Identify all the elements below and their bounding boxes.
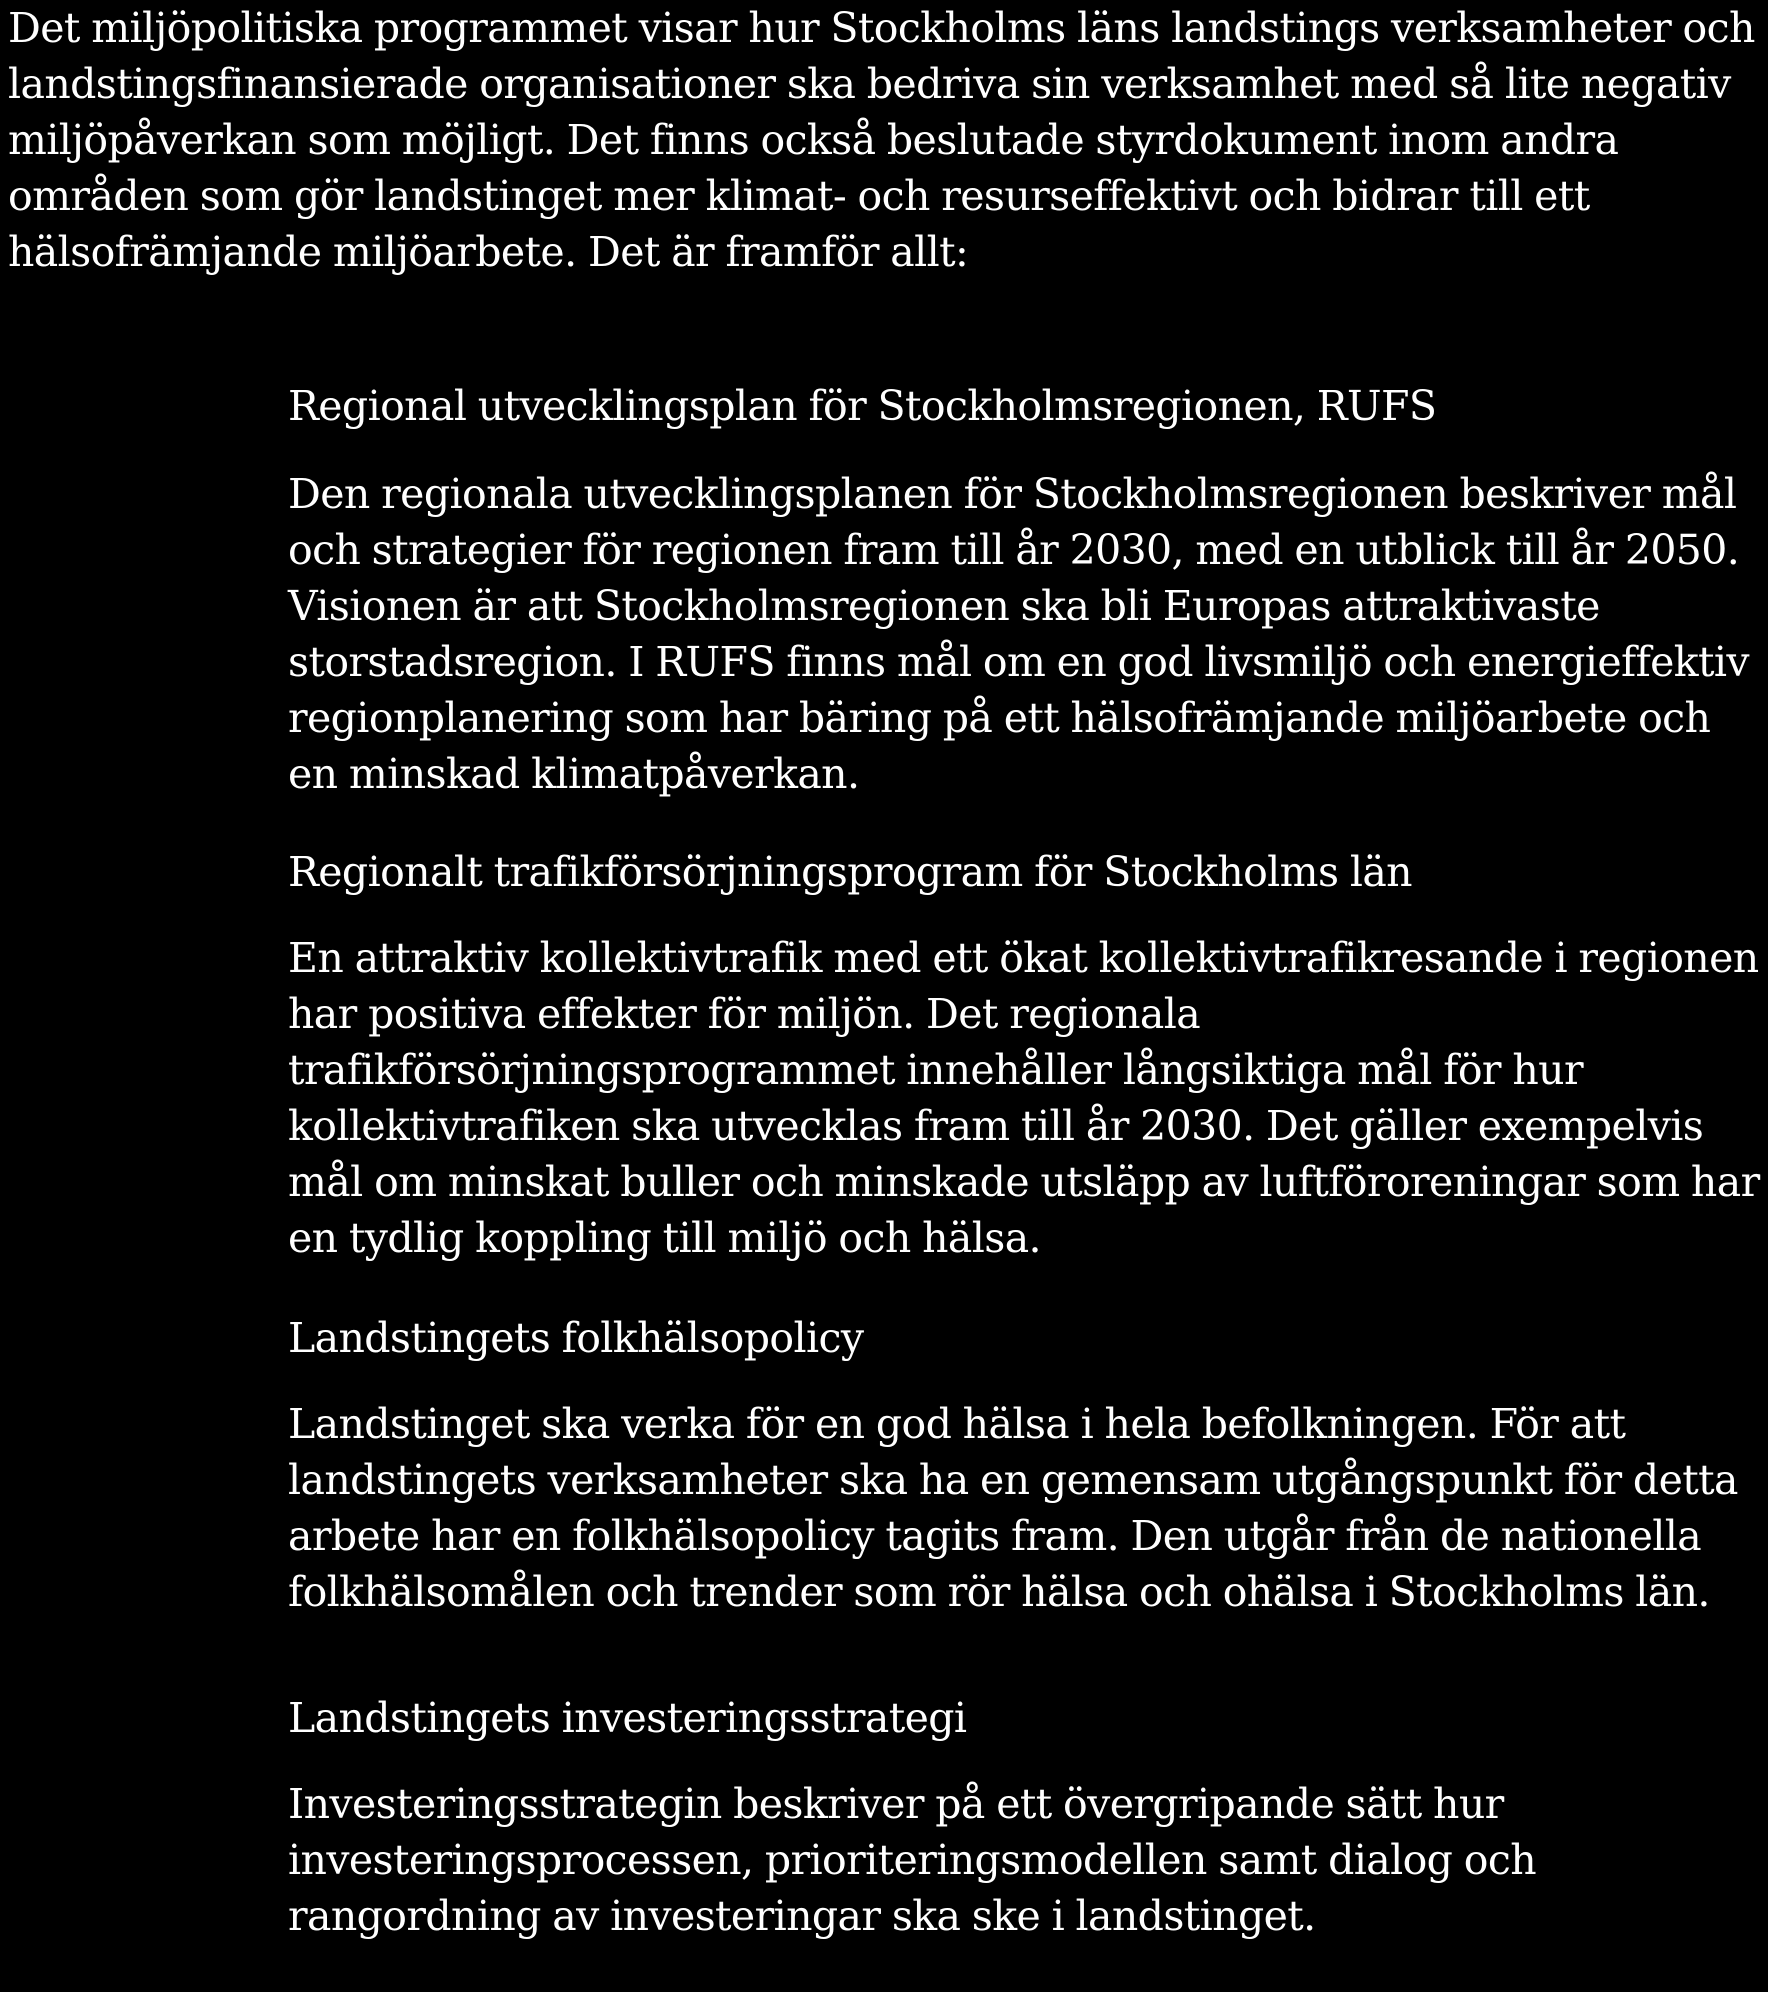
section-heading-trafikforsorjning: Regionalt trafikförsörjningsprogram för Stockholms län	[288, 848, 1412, 896]
intro-paragraph: Det miljöpolitiska programmet visar hur Stockholms läns landstings verksamheter och landstingsfinansierade organisationer ska bedriva sin verksamhet med så lite negativ miljöpåverkan som möjligt. Det finns också beslutade styrdokument inom andra områden som gör landstinget mer klimat- och resurseffektivt och bidrar till ett hälsofrämjande miljöarbete. Det är framför allt:	[8, 4, 1755, 276]
section-heading-folkhalsopolicy: Landstingets folkhälsopolicy	[288, 1314, 864, 1362]
section-heading-rufs: Regional utvecklingsplan för Stockholmsregionen, RUFS	[288, 382, 1437, 430]
section-body-trafikforsorjning: En attraktiv kollektivtrafik med ett ökat kollektivtrafikresande i regionen har positiva effekter för miljön. Det regionala trafikförsörjningsprogrammet innehåller långsiktiga mål för hur kollektivtrafiken ska utvecklas fram till år 2030. Det gäller exempelvis mål om minskat buller och minskade utsläpp av luftföroreningar som har en tydlig koppling till miljö och hälsa.	[288, 934, 1760, 1262]
section-body-investeringsstrategi: Investeringsstrategin beskriver på ett övergripande sätt hur investeringsprocessen, prioriteringsmodellen samt dialog och rangordning av investeringar ska ske i landstinget.	[288, 1780, 1536, 1940]
section-heading-investeringsstrategi: Landstingets investeringsstrategi	[288, 1694, 967, 1742]
section-body-folkhalsopolicy: Landstinget ska verka för en god hälsa i hela befolkningen. För att landstingets verksamheter ska ha en gemensam utgångspunkt för detta arbete har en folkhälsopolicy tagits fram. Den utgår från de nationella folkhälsomålen och trender som rör hälsa och ohälsa i Stockholms län.	[288, 1400, 1738, 1616]
section-body-rufs: Den regionala utvecklingsplanen för Stockholmsregionen beskriver mål och strategier för regionen fram till år 2030, med en utblick till år 2050. Visionen är att Stockholmsregionen ska bli Europas attraktivaste storstadsregion. I RUFS finns mål om en god livsmiljö och energieffektiv regionplanering som har bäring på ett hälsofrämjande miljöarbete och en minskad klimatpåverkan.	[288, 470, 1749, 798]
